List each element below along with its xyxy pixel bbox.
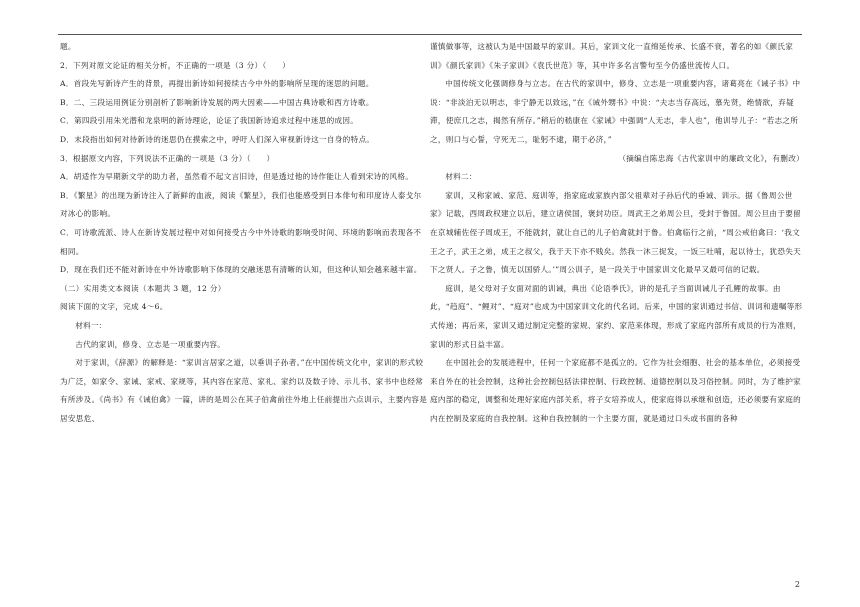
left-paragraph: 2．下列对原文论证的相关分析，不正确的一项是（3 分）（ ）: [60, 60, 291, 70]
right-paragraph: 谨慎做事等，这被认为是中国最早的家训。其后，家训文化一直绵延传承、长盛不衰，著名的如《颜氏家训》《颜氏家训》《朱子家训》《袁氏世范》等，其中许多名言警句至今仍盛世流传人口。: [430, 42, 794, 70]
left-paragraph: 题。: [60, 42, 76, 51]
top-divider: [58, 34, 802, 35]
left-paragraph: C．可诗歌流派、诗人在新诗发展过程中对如何接受古今中外诗歌的影响受时间、环境的影响而表现各不相同。: [60, 227, 422, 256]
right-paragraph: 材料二：: [445, 172, 477, 182]
right-column: [430, 38, 804, 428]
left-column: [60, 38, 428, 428]
left-paragraph: （二）实用类文本阅读（本题共 3 题，12 分）: [60, 283, 226, 293]
right-paragraph: 在中国社会的发展进程中，任何一个家庭都不是孤立的。它作为社会细胞、社会的基本单位，必须接受来自外在的社会控制，这种社会控制包括法律控制、行政控制、道德控制以及习俗控制。同时，为了维护家庭内部的稳定，调整和处理好家庭内部关系，将子女培养成人，使家庭得以承继和创造，还必须要有家庭的内在控制及家庭的自我控制。这种自我控制的一个主要方面，就是通过口头或书面的各种: [430, 358, 801, 423]
left-paragraph: A．胡适作为早期新文学的助力者，虽然看不起文言旧诗，但是透过他的诗作能让人看到宋诗的风格。: [60, 172, 414, 182]
right-paragraph: （摘编自陈忠海《古代家训中的廉政文化》，有删改）: [618, 153, 804, 163]
left-paragraph: B．《繁星》的出现为新诗注入了新鲜的血液，阅读《繁星》，我们也能感受到日本俳句和印度诗人泰戈尔对冰心的影响。: [60, 190, 422, 219]
left-paragraph: C．第四段引用朱光潜和龙泉明的新诗理论，论证了我国新诗追求过程中迷思的成因。: [60, 116, 359, 126]
left-paragraph: D．末段指出如何对待新诗的迷思仍在摸索之中，呼吁人们深入审视新诗这一自身的特点。: [60, 134, 375, 144]
right-paragraph: 家训，又称家诫、家范、庭训等，指家庭或家族内部父祖辈对子孙后代的垂诫、训示。据《鲁周公世家》记载，西周政权建立以后，建立诸侯国，褒封功臣。周武王之弟周公旦，受封于鲁国。周公旦由于要留在京城辅佐侄子周成王，不能就封，就让自己的儿子伯禽就封于鲁。伯禽临行之前，“周公戒伯禽曰：‘我文王之子，武王之弟，成王之叔父，我于天下亦不贱矣。然我一沐三捉发，一饭三吐哺，起以待士，犹恐失天下之贤人。子之鲁，慎无以国骄人。’”周公训子，是一段关于中国家训文化最早又最可信的记载。: [430, 190, 801, 275]
right-paragraph: 中国传统文化强调修身与立志。在古代的家训中，修身、立志是一项重要内容，诸葛亮在《诫子书》中说：“非淡泊无以明志，非宁静无以致远，”在《诫外甥书》中说：“夫志当存高远，慕先贤，绝情欲，弃疑滞，使庶几之志，揭然有所存。”稍后的嵇康在《家诫》中强调“人无志，非人也”，他训导儿子：“若志之所之，则口与心誓，守死无二，耻躬不逮，期于必济，”: [430, 79, 801, 144]
left-paragraph: 阅读下面的文字，完成 4～6。: [60, 302, 168, 312]
left-paragraph: 材料一：: [75, 320, 107, 330]
left-paragraph: B．二、三段运用例证分别剖析了影响新诗发展的两大因素——中国古典诗歌和西方诗歌。: [60, 97, 374, 107]
left-paragraph: D．现在我们还不能对新诗在中外诗歌影响下体现的交融迷思有清晰的认知，但这种认知会越来越丰富。: [60, 265, 422, 275]
left-paragraph: 对于家训，《辞源》的解释是：“家训言居家之道，以垂训子孙者。”在中国传统文化中，家训的形式较为广泛，如家令、家诫、家戒、家规等，其内容在家范、家礼、家约以及数子诗、示儿书、家书中也经常有所涉及。《尚书》有《诫伯禽》一篇，讲的是周公在其子伯禽前往外地上任前提出六点训示，主要内容是居安思危、: [60, 358, 428, 423]
left-paragraph: 3．根据原文内容，下列说法不正确的一项是（3 分）（ ）: [60, 153, 275, 163]
left-paragraph: A．首段先写新诗产生的背景，再提出新诗如何接续古今中外的影响所呈现的迷思的问题。: [60, 79, 374, 89]
page-number: 2: [794, 580, 800, 589]
right-paragraph: 庭训，是父母对子女面对面的训诫，典出《论语季氏》，讲的是孔子当面训诫儿子孔鲤的故事。由此，“趋庭”、“鲤对”、“庭对”也成为中国家训文化的代名词。后来，中国的家训通过书信、训词和遗嘱等形式传递；再后来，家训又通过制定完整的家规、家约、家范来体现，形成了家庭内部所有成员的行为准则，家训的形式日益丰富。: [430, 283, 803, 349]
left-paragraph: 古代的家训，修身、立志是一项重要内容。: [75, 339, 226, 349]
